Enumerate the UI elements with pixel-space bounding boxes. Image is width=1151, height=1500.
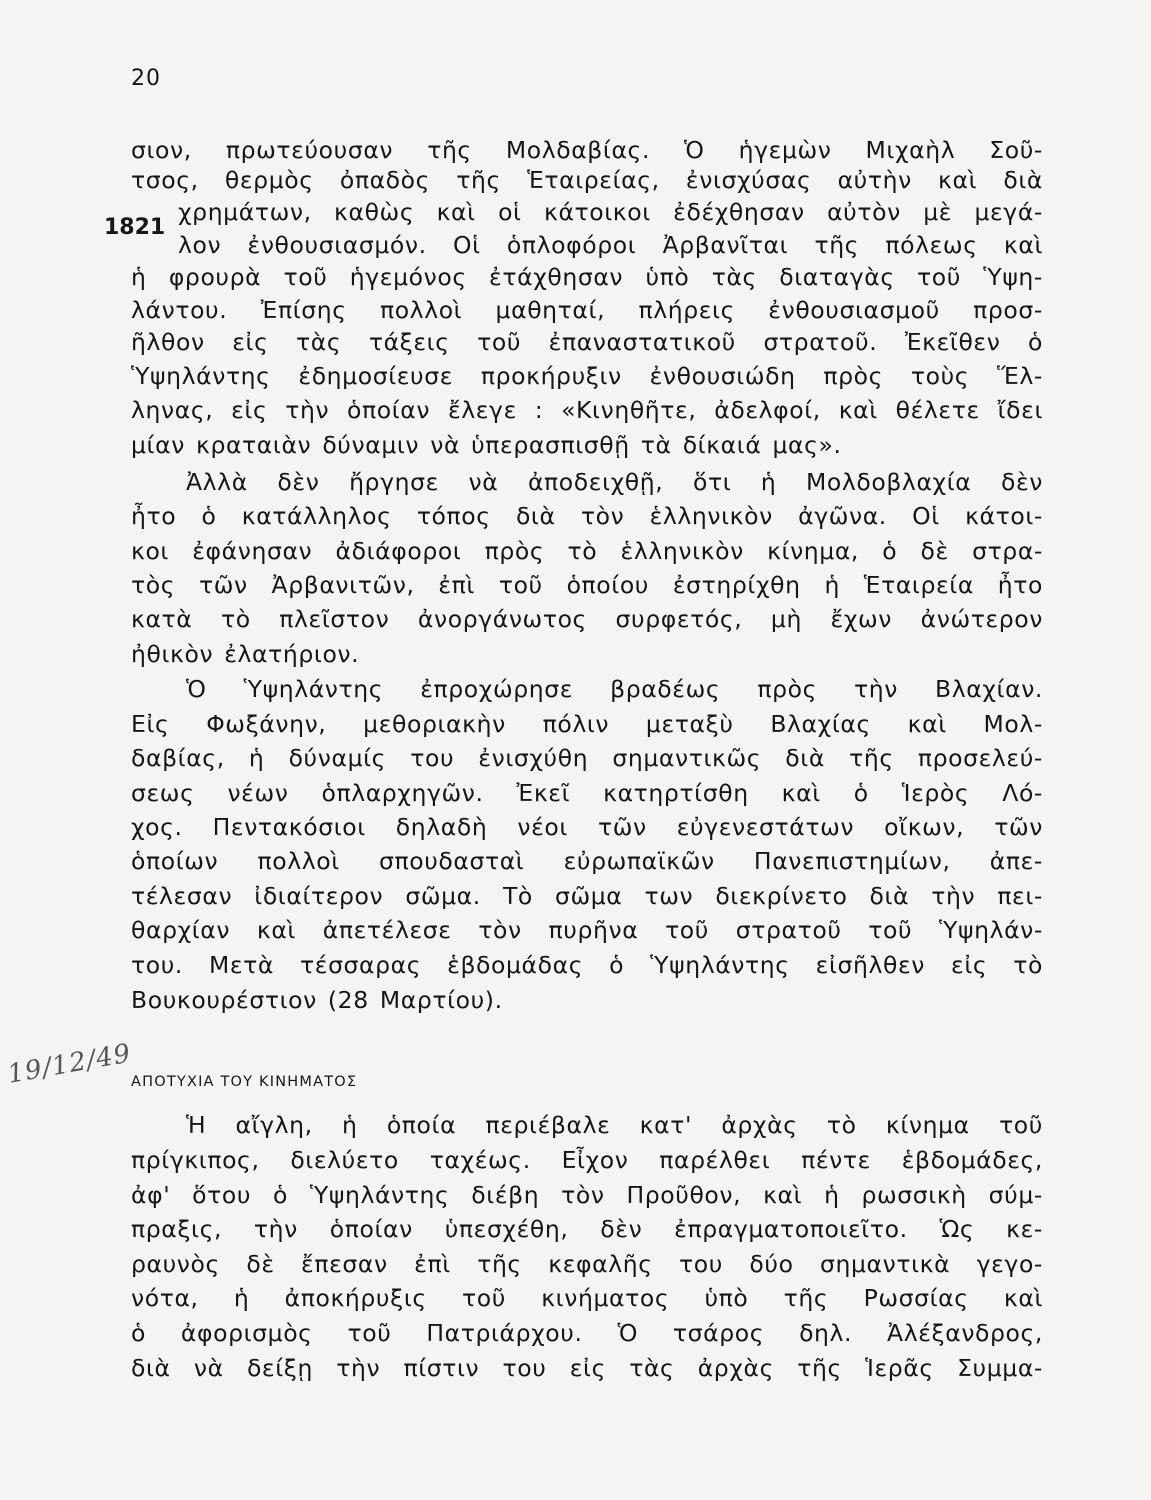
text-line: του. Μετὰ τέσσαρας ἑβδομάδας ὁ Ὑψηλάντης εἰσῆλθεν εἰς τὸ — [131, 951, 1043, 979]
text-line: ὁποίων πολλοὶ σπουδασταὶ εὐρωπαϊκῶν Πανεπιστημίων, ἀπε- — [131, 847, 1043, 875]
text-line: τέλεσαν ἰδιαίτερον σῶμα. Τὸ σῶμα των διεκρίνετο διὰ τὴν πει- — [131, 882, 1043, 910]
text-line: λον ἐνθουσιασμόν. Οἱ ὁπλοφόροι Ἀρβανῖται τῆς πόλεως καὶ — [178, 231, 1043, 259]
text-line: θαρχίαν καὶ ἀπετέλεσε τὸν πυρῆνα τοῦ στρατοῦ τοῦ Ὑψηλάν- — [131, 916, 1043, 944]
text-line: δαβίας, ἡ δύναμίς του ἐνισχύθη σημαντικῶς διὰ τῆς προσελεύ- — [131, 744, 1043, 772]
text-line: ὁ ἀφορισμὸς τοῦ Πατριάρχου. Ὁ τσάρος δηλ. Ἀλέξανδρος, — [131, 1319, 1043, 1347]
text-line: τσος, θερμὸς ὀπαδὸς τῆς Ἑταιρείας, ἐνισχύσας αὐτὴν καὶ διὰ — [131, 166, 1043, 194]
text-line: χρημάτων, καθὼς καὶ οἱ κάτοικοι ἐδέχθησαν αὐτὸν μὲ μεγά- — [178, 198, 1043, 226]
text-line: ληνας, εἰς τὴν ὁποίαν ἔλεγε : «Κινηθῆτε, ἀδελφοί, καὶ θέλετε ἴδει — [131, 396, 1043, 424]
text-line: λάντου. Ἐπίσης πολλοὶ μαθηταί, πλήρεις ἐνθουσιασμοῦ προσ- — [131, 296, 1043, 324]
text-line: ραυνὸς δὲ ἔπεσαν ἐπὶ τῆς κεφαλῆς του δύο σημαντικὰ γεγο- — [131, 1250, 1043, 1278]
text-line: ἡ φρουρὰ τοῦ ἡγεμόνος ἐτάχθησαν ὑπὸ τὰς διαταγὰς τοῦ Ὑψη- — [131, 263, 1043, 291]
text-line: χος. Πεντακόσιοι δηλαδὴ νέοι τῶν εὐγενεστάτων οἴκων, τῶν — [131, 813, 1043, 841]
text-line: διὰ νὰ δείξῃ τὴν πίστιν του εἰς τὰς ἀρχὰς τῆς Ἱερᾶς Συμμα- — [131, 1354, 1043, 1382]
section-heading: ΑΠΟΤΥΧΙΑ ΤΟΥ ΚΙΝΗΜΑΤΟΣ — [131, 1074, 358, 1090]
text-line: νότα, ἡ ἀποκήρυξις τοῦ κινήματος ὑπὸ τῆς Ρωσσίας καὶ — [131, 1284, 1043, 1312]
text-line: σεως νέων ὁπλαρχηγῶν. Ἐκεῖ κατηρτίσθη καὶ ὁ Ἱερὸς Λό- — [131, 779, 1043, 807]
text-line: ἀφ' ὅτου ὁ Ὑψηλάντης διέβη τὸν Προῦθον, καὶ ἡ ρωσσικὴ σύμ- — [131, 1181, 1043, 1209]
text-line: Ὁ Ὑψηλάντης ἐπροχώρησε βραδέως πρὸς τὴν Βλαχίαν. — [186, 675, 1043, 703]
text-line: Εἰς Φωξάνην, μεθοριακὴν πόλιν μεταξὺ Βλαχίας καὶ Μολ- — [131, 710, 1043, 738]
text-line: κοι ἐφάνησαν ἀδιάφοροι πρὸς τὸ ἑλληνικὸν κίνημα, ὁ δὲ στρα- — [131, 537, 1043, 565]
text-line: ῆλθον εἰς τὰς τάξεις τοῦ ἐπαναστατικοῦ στρατοῦ. Ἐκεῖθεν ὁ — [131, 328, 1043, 356]
text-line: σιον, πρωτεύουσαν τῆς Μολδαβίας. Ὁ ἡγεμὼν Μιχαὴλ Σοῦ- — [131, 136, 1043, 164]
text-line: Ὑψηλάντης ἐδημοσίευσε προκήρυξιν ἐνθουσιώδη πρὸς τοὺς Ἕλ- — [131, 362, 1043, 390]
handwritten-date-note: 19/12/49 — [5, 1038, 134, 1090]
text-line: ἠθικὸν ἐλατήριον. — [131, 640, 360, 668]
text-line: Ἡ αἴγλη, ἡ ὁποία περιέβαλε κατ' ἀρχὰς τὸ κίνημα τοῦ — [186, 1111, 1043, 1139]
text-line: Ἀλλὰ δὲν ἤργησε νὰ ἀποδειχθῇ, ὅτι ἡ Μολδοβλαχία δὲν — [186, 468, 1043, 496]
text-line: πρίγκιπος, διελύετο ταχέως. Εἶχον παρέλθει πέντε ἑβδομάδες, — [131, 1146, 1043, 1174]
text-line: πραξις, τὴν ὁποίαν ὑπεσχέθη, δὲν ἐπραγματοποιεῖτο. Ὡς κε- — [131, 1215, 1043, 1243]
margin-year-note: 1821 — [104, 215, 166, 240]
page-number: 20 — [131, 66, 161, 91]
text-line: Βουκουρέστιον (28 Μαρτίου). — [131, 986, 503, 1014]
text-line: ἦτο ὁ κατάλληλος τόπος διὰ τὸν ἑλληνικὸν ἀγῶνα. Οἱ κάτοι- — [131, 502, 1043, 530]
text-line: μίαν κραταιὰν δύναμιν νὰ ὑπερασπισθῇ τὰ δίκαιά μας». — [131, 431, 842, 459]
text-line: τὸς τῶν Ἀρβανιτῶν, ἐπὶ τοῦ ὁποίου ἐστηρίχθη ἡ Ἑταιρεία ἦτο — [131, 571, 1043, 599]
text-line: κατὰ τὸ πλεῖστον ἀνοργάνωτος συρφετός, μὴ ἔχων ἀνώτερον — [131, 605, 1043, 633]
